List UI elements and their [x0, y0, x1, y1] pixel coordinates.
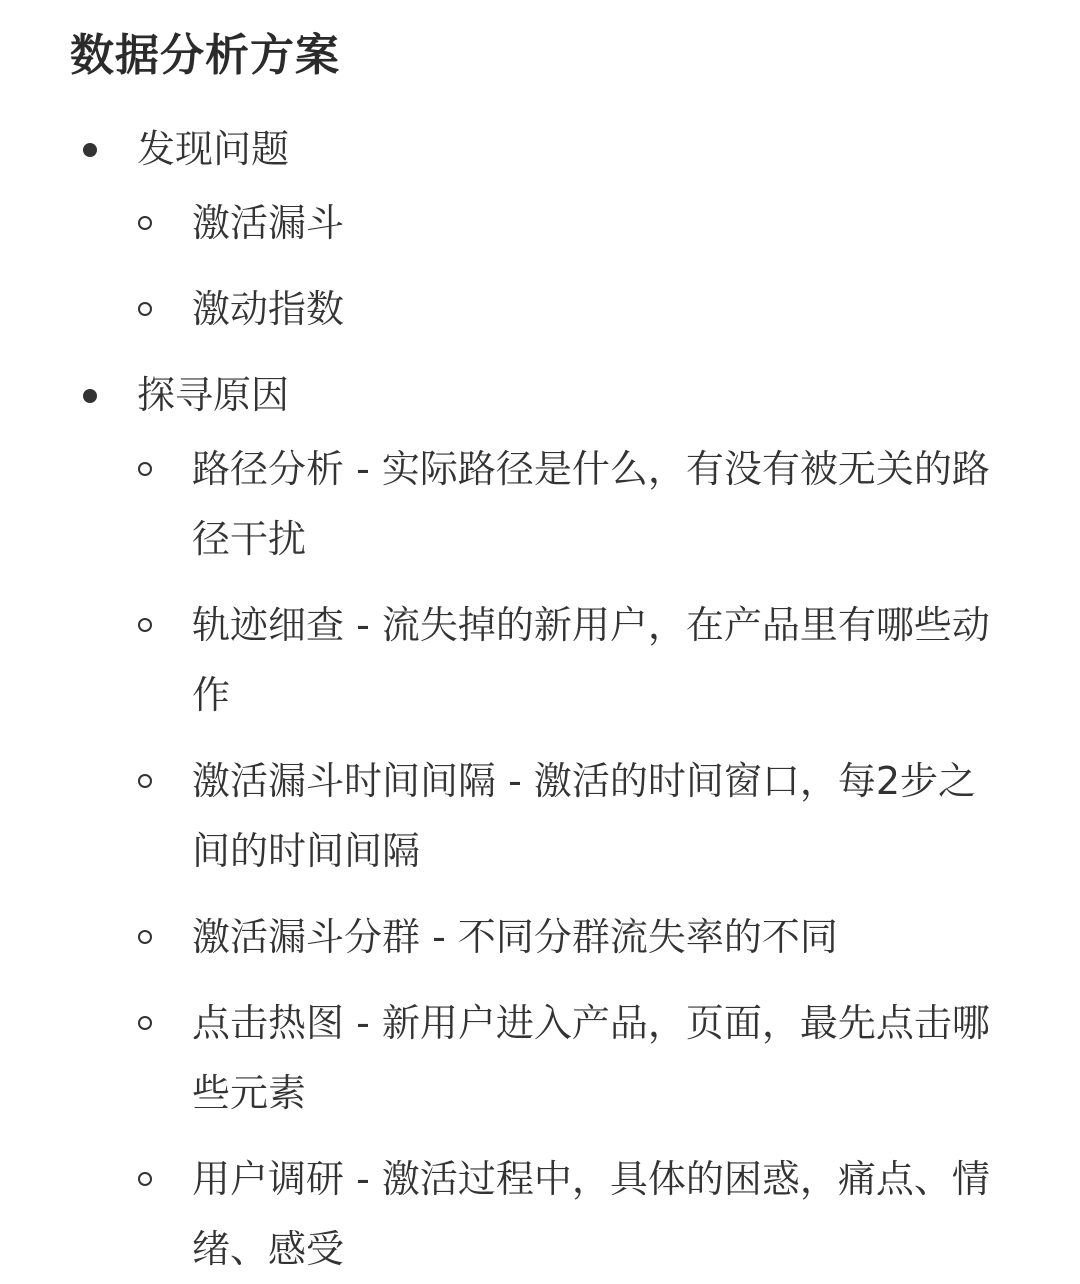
- sub-item: [137, 746, 1002, 886]
- sub-item-text: 激活漏斗时间间隔 - 激活的时间窗口，每2步之间的时间间隔: [192, 759, 977, 873]
- sub-item: [137, 590, 1002, 730]
- bullet-circle-icon: [138, 1172, 152, 1186]
- page-title: 数据分析方案: [70, 30, 340, 81]
- bullet-circle-icon: [138, 618, 152, 632]
- bullet-circle-icon: [138, 216, 152, 230]
- section-label: 探寻原因: [137, 373, 290, 417]
- outline-list: [70, 126, 1080, 1284]
- sub-item-text: 激活漏斗分群 - 不同分群流失率的不同: [192, 915, 838, 959]
- bullet-circle-icon: [138, 462, 152, 476]
- sub-item-text: 用户调研 - 激活过程中，具体的困惑，痛点、情绪、感受: [192, 1157, 990, 1271]
- bullet-disc-icon: [83, 389, 97, 403]
- sub-item: [137, 1144, 1002, 1284]
- sub-item: [137, 902, 1002, 972]
- sub-item-text: 点击热图 - 新用户进入产品，页面，最先点击哪些元素: [192, 1001, 990, 1115]
- section-item-discover: [70, 126, 1080, 344]
- sub-item: [137, 434, 1002, 574]
- bullet-circle-icon: [138, 1016, 152, 1030]
- sub-item-text: 轨迹细查 - 流失掉的新用户，在产品里有哪些动作: [192, 603, 990, 717]
- sub-item-text: 激动指数: [192, 287, 345, 331]
- bullet-circle-icon: [138, 930, 152, 944]
- section-label: 发现问题: [137, 127, 290, 171]
- sub-list: [137, 188, 1080, 344]
- bullet-circle-icon: [138, 302, 152, 316]
- section-item-explore: [70, 372, 1080, 1284]
- sub-item: [137, 274, 1002, 344]
- sub-item: [137, 188, 1002, 258]
- sub-item: [137, 988, 1002, 1128]
- bullet-disc-icon: [83, 143, 97, 157]
- sub-item-text: 激活漏斗: [192, 201, 345, 245]
- sub-list: [137, 434, 1080, 1284]
- sub-item-text: 路径分析 - 实际路径是什么，有没有被无关的路径干扰: [192, 447, 990, 561]
- bullet-circle-icon: [138, 774, 152, 788]
